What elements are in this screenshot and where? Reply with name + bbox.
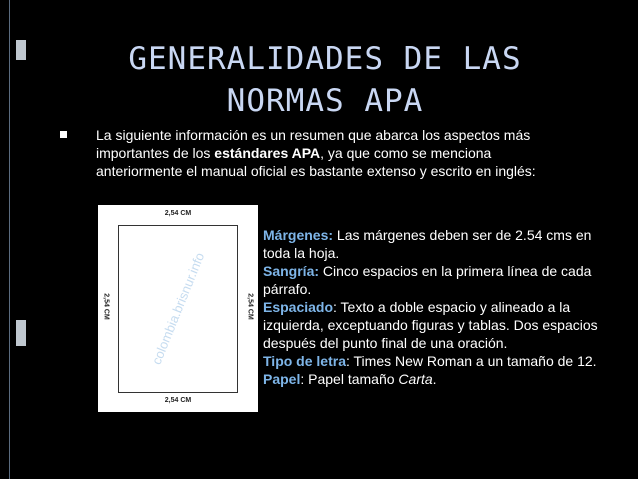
decor-bar-2 — [16, 320, 26, 346]
format-details — [263, 226, 613, 388]
bottom-margin-label: 2,54 CM — [164, 397, 192, 404]
bullet-icon — [60, 131, 67, 138]
right-margin-label: 2,54 CM — [246, 293, 254, 320]
papel-line: Papel: Papel tamaño Carta. — [263, 371, 437, 387]
left-border-line — [9, 0, 10, 479]
decor-bar-1 — [16, 40, 26, 60]
watermark: colombia.brisnur.info — [148, 250, 208, 367]
intro-text: La siguiente información es un resumen que abarca los aspectos más importantes de los estándares APA, ya que como se menciona anteriormente el manual oficial es bastante extenso y escrito en inglés: — [96, 127, 536, 179]
page-margin-diagram — [98, 205, 258, 412]
tipo-letra-line: Tipo de letra: Times New Roman a un tamaño de 12. — [263, 353, 597, 369]
top-margin-label: 2,54 CM — [164, 210, 192, 217]
slide-title: GENERALIDADES DE LAS NORMAS APA — [128, 41, 522, 119]
left-margin-label: 2,54 CM — [102, 293, 110, 320]
margenes-line: Márgenes: Las márgenes deben ser de 2.54 cms en toda la hoja. — [263, 227, 592, 261]
sangria-line: Sangría: Cinco espacios en la primera línea de cada párrafo. — [263, 263, 592, 297]
espaciado-line: Espaciado: Texto a doble espacio y alineado a la izquierda, exceptuando figuras y tablas. Dos espacios después del punto final de una oración. — [263, 299, 598, 351]
